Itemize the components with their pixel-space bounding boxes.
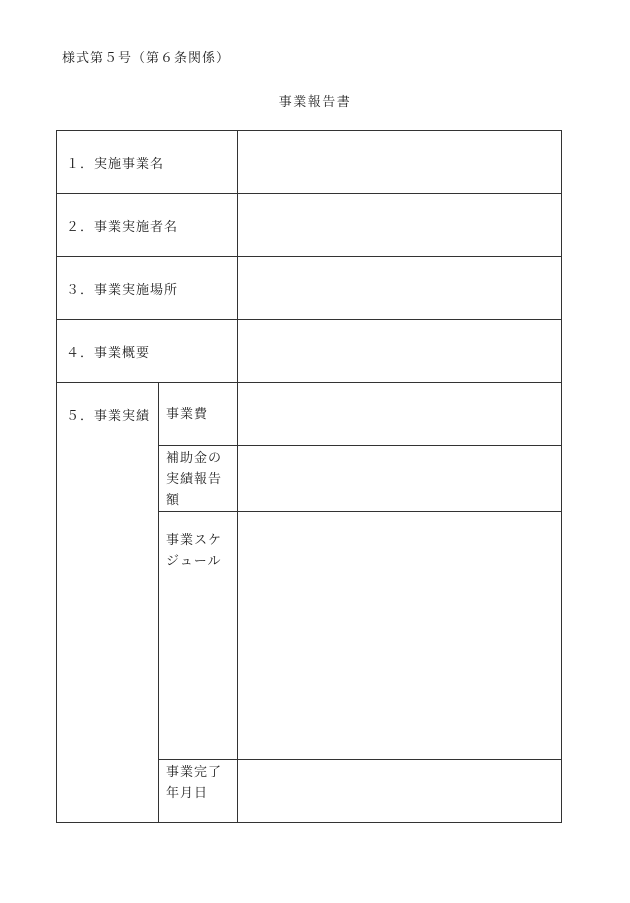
table-row-implementer bbox=[57, 194, 562, 257]
field-completion-date[interactable] bbox=[238, 760, 562, 823]
table-row-overview bbox=[57, 320, 562, 383]
label-line: 実績報告 bbox=[166, 472, 223, 487]
field-schedule[interactable] bbox=[238, 512, 562, 760]
label-line: 額 bbox=[166, 493, 181, 508]
field-project-cost[interactable] bbox=[238, 383, 562, 446]
label-line: 補助金の bbox=[166, 451, 223, 466]
label-line: ジュール bbox=[166, 554, 222, 569]
label-line: 事業費 bbox=[166, 406, 209, 422]
label-overview: ４．事業概要 bbox=[57, 320, 238, 383]
form-number: 様式第５号（第６条関係） bbox=[62, 51, 231, 66]
report-table bbox=[56, 130, 562, 823]
field-overview[interactable] bbox=[238, 320, 562, 383]
table-row-project-cost bbox=[57, 383, 562, 446]
field-project-name[interactable] bbox=[238, 131, 562, 194]
label-project-name: １．実施事業名 bbox=[57, 131, 238, 194]
table-row-location bbox=[57, 257, 562, 320]
field-implementer[interactable] bbox=[238, 194, 562, 257]
label-schedule bbox=[159, 512, 238, 760]
label-line: 事業完了 bbox=[166, 765, 223, 780]
label-location: ３．事業実施場所 bbox=[57, 257, 238, 320]
label-completion-date bbox=[159, 760, 238, 823]
label-line: 年月日 bbox=[166, 786, 209, 801]
label-implementer: ２．事業実施者名 bbox=[57, 194, 238, 257]
label-line: 事業スケ bbox=[166, 533, 223, 548]
field-location[interactable] bbox=[238, 257, 562, 320]
label-project-cost bbox=[159, 383, 238, 446]
label-results: ５．事業実績 bbox=[57, 383, 159, 823]
table-row-project-name bbox=[57, 131, 562, 194]
field-subsidy-report[interactable] bbox=[238, 446, 562, 512]
label-subsidy-report bbox=[159, 446, 238, 512]
document-title: 事業報告書 bbox=[278, 95, 352, 110]
